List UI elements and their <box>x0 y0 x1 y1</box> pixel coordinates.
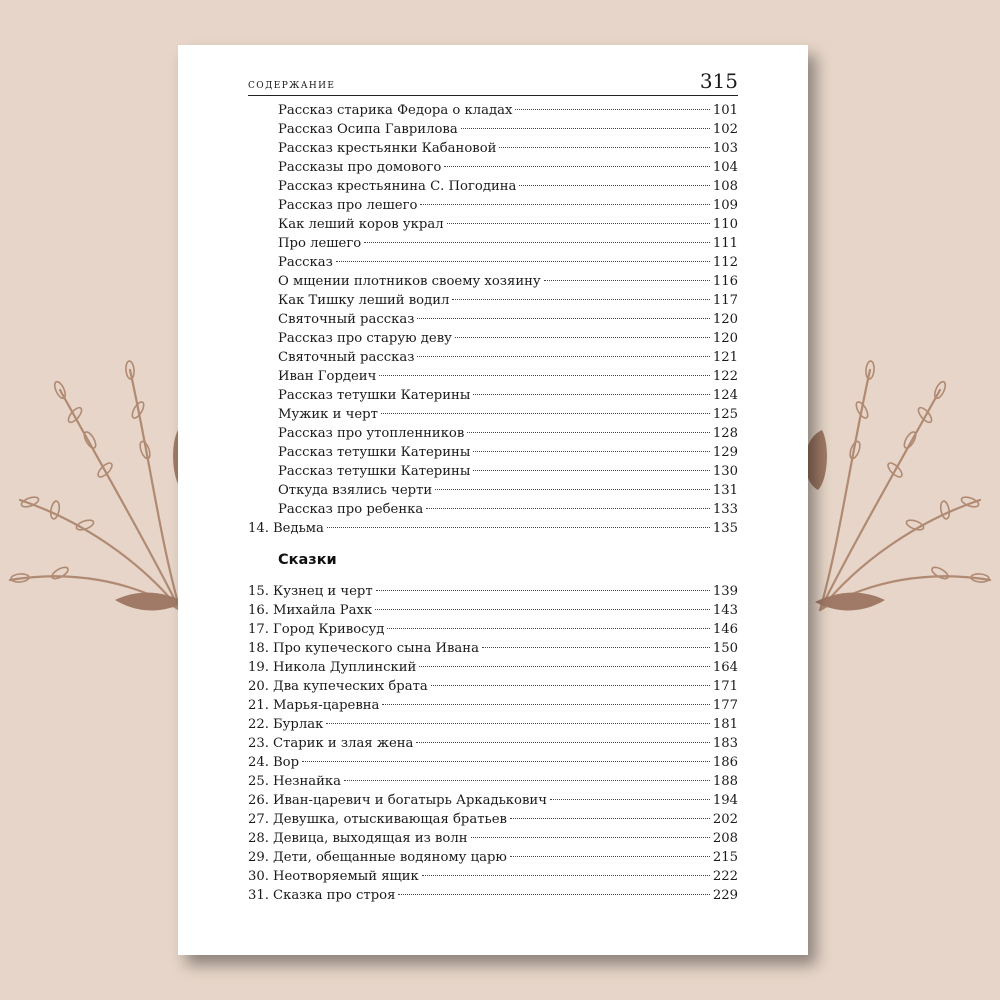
toc-entry-title: Никола Дуплинский <box>272 660 417 675</box>
leader-dots <box>435 489 710 490</box>
toc-entry <box>248 696 738 715</box>
toc-entry-title: Святочный рассказ <box>278 350 415 365</box>
toc-entry <box>248 367 738 386</box>
toc-entry-title: Дети, обещанные водяному царю <box>272 850 507 865</box>
leader-dots <box>515 109 709 110</box>
leader-dots <box>471 837 710 838</box>
toc-entry <box>248 601 738 620</box>
toc-entry-title: Сказка про строя <box>272 888 396 903</box>
toc-entry-page: 116 <box>712 274 738 289</box>
toc-entry-title: Про лешего <box>278 236 362 251</box>
toc-entry-page: 110 <box>712 217 738 232</box>
leader-dots <box>364 242 710 243</box>
toc-entry <box>248 177 738 196</box>
leader-dots <box>376 590 710 591</box>
toc-entry-number: 19. <box>248 660 269 675</box>
toc-entry-page: 121 <box>712 350 738 365</box>
toc-entry-title: О мщении плотников своему хозяину <box>278 274 541 289</box>
toc-entry-page: 146 <box>712 622 738 637</box>
toc-entry-number: 22. <box>248 717 269 732</box>
toc-entry-page: 194 <box>712 793 738 808</box>
leader-dots <box>419 666 710 667</box>
toc-entry-page: 177 <box>712 698 738 713</box>
toc-entry-page: 109 <box>712 198 738 213</box>
toc-entry <box>248 310 738 329</box>
toc-entry-title: Рассказ Осипа Гаврилова <box>278 122 458 137</box>
toc-entry <box>248 101 738 120</box>
leader-dots <box>510 818 710 819</box>
toc-entry-title: Неотворяемый ящик <box>272 869 419 884</box>
leader-dots <box>473 470 710 471</box>
toc-entry <box>248 867 738 886</box>
toc-entry <box>248 481 738 500</box>
page-header <box>248 71 738 96</box>
leader-dots <box>431 685 710 686</box>
toc-entry-page: 101 <box>712 103 738 118</box>
leader-dots <box>379 375 710 376</box>
toc-entry-title: Рассказ про утопленников <box>278 426 465 441</box>
toc-entry-page: 131 <box>712 483 738 498</box>
toc-entry-14 <box>248 519 738 538</box>
toc-entry <box>248 677 738 696</box>
leader-dots <box>326 723 709 724</box>
toc-entry <box>248 772 738 791</box>
toc-entry <box>248 424 738 443</box>
leader-dots <box>375 609 710 610</box>
tales-list <box>248 582 738 905</box>
leader-dots <box>447 223 710 224</box>
leader-dots <box>336 261 710 262</box>
toc-entry-page: 125 <box>712 407 738 422</box>
leader-dots <box>417 356 709 357</box>
toc-entry-page: 229 <box>712 888 738 903</box>
leader-dots <box>344 780 710 781</box>
leader-dots <box>302 761 710 762</box>
leader-dots <box>544 280 710 281</box>
toc-entry <box>248 810 738 829</box>
toc-entry-number: 30. <box>248 869 269 884</box>
toc-entry <box>248 348 738 367</box>
leader-dots <box>382 704 709 705</box>
page-title: содержание <box>248 77 336 92</box>
toc-entry-title: Рассказ крестьянки Кабановой <box>278 141 497 156</box>
leader-dots <box>452 299 709 300</box>
toc-entry-number: 21. <box>248 698 269 713</box>
toc-entry-page: 102 <box>712 122 738 137</box>
toc-entry-title: Кузнец и черт <box>272 584 373 599</box>
toc-entry-number: 16. <box>248 603 269 618</box>
toc-entry-title: Мужик и черт <box>278 407 378 422</box>
toc-entry-title: Иван-царевич и богатырь Аркадькович <box>272 793 547 808</box>
leader-dots <box>327 527 710 528</box>
toc-entry-page: 181 <box>712 717 738 732</box>
leader-dots <box>482 647 710 648</box>
toc-entry-title: Иван Гордеич <box>278 369 377 384</box>
toc-entry-page: 150 <box>712 641 738 656</box>
toc-entry <box>248 500 738 519</box>
toc-entry-page: 186 <box>712 755 738 770</box>
toc-entry-title: Откуда взялись черти <box>278 483 433 498</box>
toc-entry <box>248 158 738 177</box>
toc-entry-title: Девица, выходящая из волн <box>272 831 468 846</box>
toc-entry <box>248 753 738 772</box>
leader-dots <box>417 318 709 319</box>
leader-dots <box>519 185 709 186</box>
toc-entry-page: 135 <box>712 521 738 536</box>
leader-dots <box>473 394 710 395</box>
toc-entry-number: 31. <box>248 888 269 903</box>
toc-entry <box>248 139 738 158</box>
toc-entry-title: Рассказ <box>278 255 333 270</box>
toc-entry-number: 28. <box>248 831 269 846</box>
toc-entry-title: Незнайка <box>272 774 342 789</box>
toc-entry-title: Рассказ про лешего <box>278 198 418 213</box>
toc-entry-page: 104 <box>712 160 738 175</box>
toc-entry-page: 188 <box>712 774 738 789</box>
toc-entry-page: 120 <box>712 331 738 346</box>
toc-entry <box>248 386 738 405</box>
leader-dots <box>422 875 710 876</box>
toc-entry-title: Рассказ про ребенка <box>278 502 424 517</box>
toc-entry-page: 202 <box>712 812 738 827</box>
toc-entry-title: Про купеческого сына Ивана <box>272 641 479 656</box>
toc-entry-page: 133 <box>712 502 738 517</box>
toc-entry-number: 14. <box>248 521 269 536</box>
toc-entry-page: 130 <box>712 464 738 479</box>
toc-entry <box>248 405 738 424</box>
toc-entry-number: 20. <box>248 679 269 694</box>
toc-entry <box>248 196 738 215</box>
toc-entry <box>248 829 738 848</box>
toc-entry-title: Два купеческих брата <box>272 679 428 694</box>
table-of-contents <box>248 101 738 905</box>
toc-entry <box>248 291 738 310</box>
toc-entry-title: Рассказы про домового <box>278 160 442 175</box>
toc-entry-page: 183 <box>712 736 738 751</box>
leader-dots <box>473 451 710 452</box>
toc-entry-number: 27. <box>248 812 269 827</box>
toc-entry <box>248 443 738 462</box>
willow-branch-left-icon <box>0 330 200 630</box>
toc-entry-number: 18. <box>248 641 269 656</box>
toc-entry <box>248 639 738 658</box>
toc-entry-page: 108 <box>712 179 738 194</box>
toc-entry-page: 164 <box>712 660 738 675</box>
toc-entry-page: 222 <box>712 869 738 884</box>
leader-dots <box>416 742 709 743</box>
toc-entry-page: 122 <box>712 369 738 384</box>
toc-entry-page: 215 <box>712 850 738 865</box>
toc-entry-number: 29. <box>248 850 269 865</box>
leader-dots <box>455 337 710 338</box>
toc-entry-title: Вор <box>272 755 300 770</box>
toc-entry-page: 124 <box>712 388 738 403</box>
toc-entry-page: 120 <box>712 312 738 327</box>
toc-entry <box>248 234 738 253</box>
toc-entry <box>248 715 738 734</box>
toc-entry-page: 111 <box>712 236 738 251</box>
toc-entry <box>248 848 738 867</box>
book-page <box>178 45 808 955</box>
toc-entry-title: Святочный рассказ <box>278 312 415 327</box>
toc-entry <box>248 253 738 272</box>
toc-entry <box>248 120 738 139</box>
page-number: 315 <box>699 69 738 93</box>
toc-entry <box>248 791 738 810</box>
toc-entry-title: Рассказ про старую деву <box>278 331 452 346</box>
toc-entry-page: 117 <box>712 293 738 308</box>
toc-entry-number: 26. <box>248 793 269 808</box>
leader-dots <box>467 432 710 433</box>
leader-dots <box>420 204 709 205</box>
toc-entry-title: Михайла Рахк <box>272 603 373 618</box>
willow-branch-right-icon <box>800 330 1000 630</box>
toc-entry <box>248 582 738 601</box>
toc-entry <box>248 462 738 481</box>
toc-entry-title: Девушка, отыскивающая братьев <box>272 812 507 827</box>
toc-entry-title: Марья-царевна <box>272 698 380 713</box>
toc-entry-title: Рассказ тетушки Катерины <box>278 445 471 460</box>
toc-entry <box>248 658 738 677</box>
toc-entry-title: Как леший коров украл <box>278 217 444 232</box>
leader-dots <box>461 128 710 129</box>
toc-entry-page: 139 <box>712 584 738 599</box>
toc-entry-title: Старик и злая жена <box>272 736 414 751</box>
toc-entry <box>248 734 738 753</box>
toc-entry-title: Ведьма <box>272 521 324 536</box>
leader-dots <box>499 147 709 148</box>
section-title-tales: Сказки <box>278 552 337 568</box>
toc-entry-title: Как Тишку леший водил <box>278 293 450 308</box>
toc-entry-number: 25. <box>248 774 269 789</box>
toc-entry-title: Бурлак <box>272 717 324 732</box>
toc-entry <box>248 329 738 348</box>
toc-entry-number: 17. <box>248 622 269 637</box>
leader-dots <box>398 894 709 895</box>
leader-dots <box>510 856 710 857</box>
toc-entry-page: 128 <box>712 426 738 441</box>
leader-dots <box>381 413 710 414</box>
toc-entry-number: 15. <box>248 584 269 599</box>
leader-dots <box>444 166 710 167</box>
toc-entry-title: Рассказ тетушки Катерины <box>278 464 471 479</box>
toc-entry-page: 143 <box>712 603 738 618</box>
toc-entry-page: 112 <box>712 255 738 270</box>
toc-entry-number: 23. <box>248 736 269 751</box>
toc-entry-number: 24. <box>248 755 269 770</box>
toc-entry <box>248 886 738 905</box>
toc-entry <box>248 620 738 639</box>
toc-entry-title: Рассказ старика Федора о кладах <box>278 103 513 118</box>
stories-list <box>248 101 738 519</box>
leader-dots <box>550 799 710 800</box>
toc-entry <box>248 272 738 291</box>
toc-entry <box>248 215 738 234</box>
toc-entry-page: 171 <box>712 679 738 694</box>
toc-entry-page: 208 <box>712 831 738 846</box>
toc-entry-title: Рассказ тетушки Катерины <box>278 388 471 403</box>
toc-entry-page: 129 <box>712 445 738 460</box>
leader-dots <box>426 508 710 509</box>
toc-entry-title: Город Кривосуд <box>272 622 385 637</box>
toc-entry-title: Рассказ крестьянина С. Погодина <box>278 179 517 194</box>
toc-entry-page: 103 <box>712 141 738 156</box>
leader-dots <box>387 628 709 629</box>
